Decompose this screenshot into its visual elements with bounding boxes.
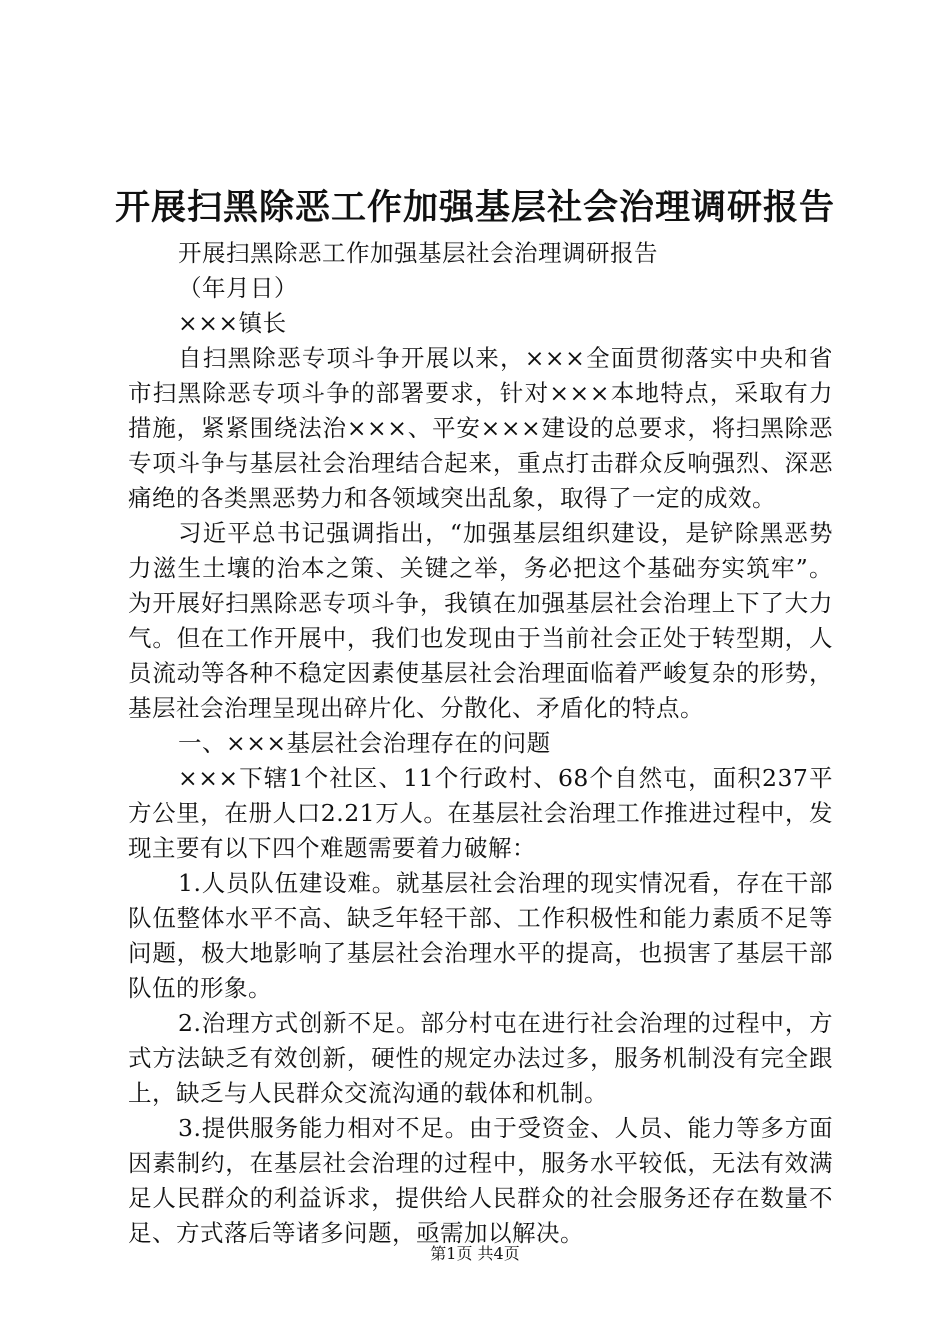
document-subtitle: 开展扫黑除恶工作加强基层社会治理调研报告 [178, 239, 658, 267]
author-line: ×××镇长 [178, 309, 287, 337]
document-title: 开展扫黑除恶工作加强基层社会治理调研报告 [114, 187, 835, 228]
paragraph-item-3: 3.提供服务能力相对不足。由于受资金、人员、能力等多方面因素制约，在基层社会治理的过程中，服务水平较低，无法有效满足人民群众的利益诉求，提供给人民群众的社会服务还存在数量不足、方式落后等诸多问题，亟需加以解决。 [128, 1114, 833, 1247]
paragraph-intro: 自扫黑除恶专项斗争开展以来，×××全面贯彻落实中央和省市扫黑除恶专项斗争的部署要求，针对×××本地特点，采取有力措施，紧紧围绕法治×××、平安×××建设的总要求，将扫黑除恶专项斗争与基层社会治理结合起来，重点打击群众反响强烈、深恶痛绝的各类黑恶势力和各领域突出乱象，取得了一定的成效。 [128, 344, 833, 512]
page-indicator: 第1页 共4页 [430, 1244, 520, 1263]
paragraph-item-2: 2.治理方式创新不足。部分村屯在进行社会治理的过程中，方式方法缺乏有效创新，硬性的规定办法过多，服务机制没有完全跟上，缺乏与人民群众交流沟通的载体和机制。 [128, 1009, 833, 1107]
paragraph-quote: 习近平总书记强调指出，“加强基层组织建设，是铲除黑恶势力滋生土壤的治本之策、关键之举，务必把这个基础夯实筑牢”。为开展好扫黑除恶专项斗争，我镇在加强基层社会治理上下了大力气。但在工作开展中，我们也发现由于当前社会正处于转型期，人员流动等各种不稳定因素使基层社会治理面临着严峻复杂的形势，基层社会治理呈现出碎片化、分散化、矛盾化的特点。 [128, 519, 833, 722]
section-heading-problems: 一、×××基层社会治理存在的问题 [178, 729, 551, 757]
paragraph-overview: ×××下辖1个社区、11个行政村、68个自然屯，面积237平方公里，在册人口2.21万人。在基层社会治理工作推进过程中，发现主要有以下四个难题需要着力破解： [128, 764, 833, 862]
document-body [128, 236, 833, 1251]
date-line: （年月日） [178, 274, 298, 302]
paragraph-item-1: 1.人员队伍建设难。就基层社会治理的现实情况看，存在干部队伍整体水平不高、缺乏年轻干部、工作积极性和能力素质不足等问题，极大地影响了基层社会治理水平的提高，也损害了基层干部队伍的形象。 [128, 869, 833, 1002]
